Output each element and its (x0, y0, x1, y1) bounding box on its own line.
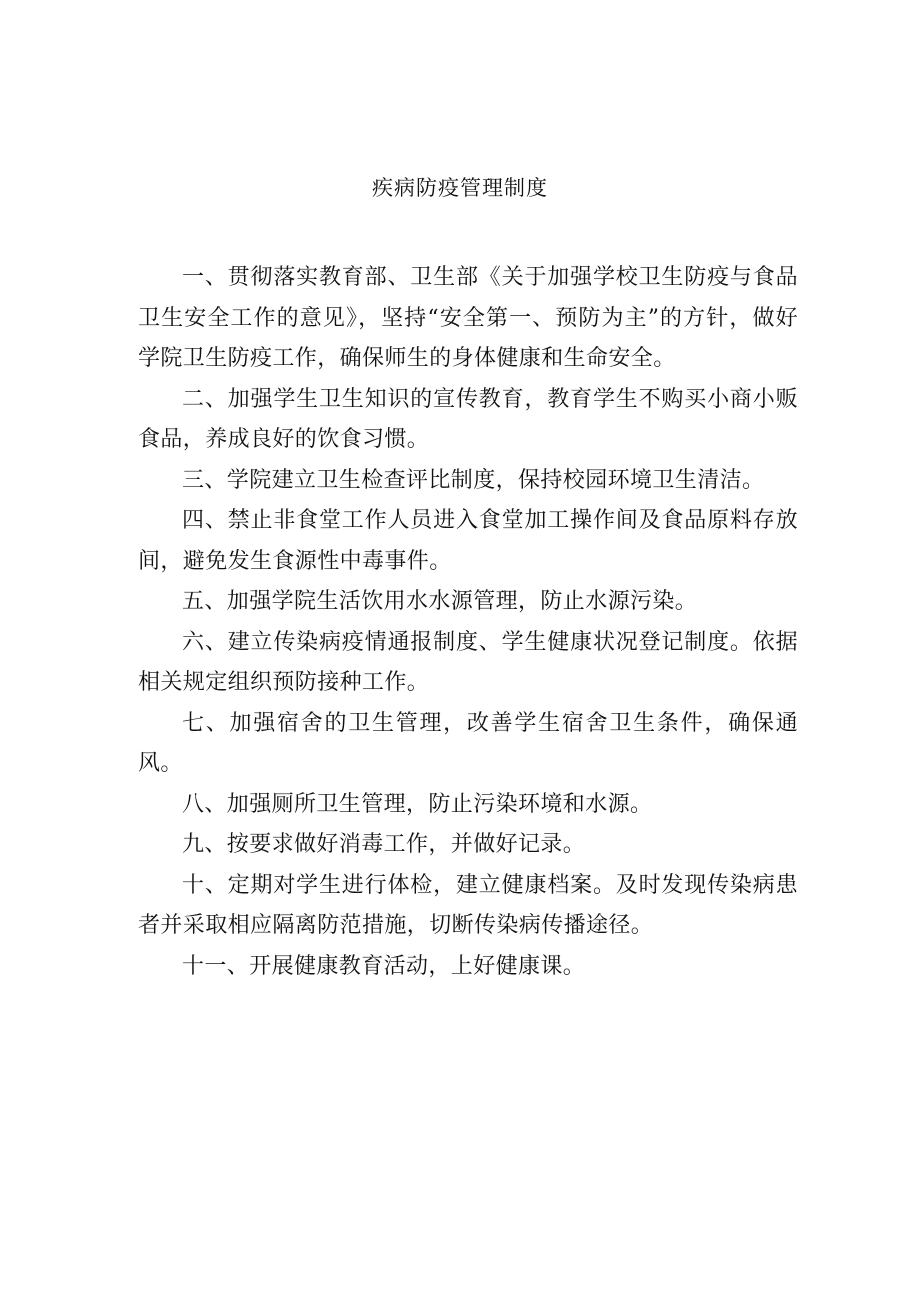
paragraph-11: 十一、开展健康教育活动，上好健康课。 (182, 953, 586, 979)
document-title: 疾病防疫管理制度 (372, 176, 548, 200)
document-body (138, 258, 798, 987)
paragraph-9: 九、按要求做好消毒工作，并做好记录。 (182, 832, 586, 857)
paragraph-10: 十、定期对学生进行体检，建立健康档案。及时发现传染病患者并采取相应隔离防范措施，切断传染病传播途径。 (138, 872, 798, 938)
paragraph-5: 五、加强学院生活饮用水水源管理，防止水源污染。 (182, 589, 698, 614)
paragraph-4: 四、禁止非食堂工作人员进入食堂加工操作间及食品原料存放间，避免发生食源性中毒事件。 (138, 508, 798, 574)
paragraph-1: 一、贯彻落实教育部、卫生部《关于加强学校卫生防疫与食品卫生安全工作的意见》，坚持“安全第一、预防为主”的方针，做好学院卫生防疫工作，确保师生的身体健康和生命安全。 (138, 265, 798, 371)
paragraph-3: 三、学院建立卫生检查评比制度，保持校园环境卫生清洁。 (182, 467, 765, 493)
paragraph-8: 八、加强厕所卫生管理，防止污染环境和水源。 (182, 791, 653, 817)
paragraph-7: 七、加强宿舍的卫生管理，改善学生宿舍卫生条件，确保通风。 (138, 710, 798, 776)
paragraph-2: 二、加强学生卫生知识的宣传教育，教育学生不购买小商小贩食品，养成良好的饮食习惯。 (138, 386, 798, 452)
paragraph-6: 六、建立传染病疫情通报制度、学生健康状况登记制度。依据相关规定组织预防接种工作。 (138, 629, 798, 695)
